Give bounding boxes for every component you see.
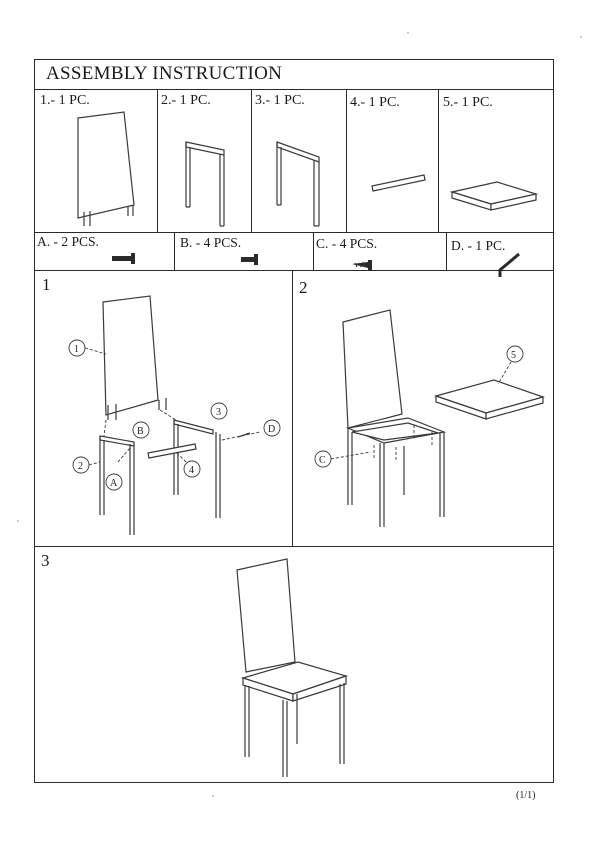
step-1-callout-d: D xyxy=(268,424,276,435)
step-1-callout-1: 1 xyxy=(74,344,79,355)
hardware-d-label: D. - 1 PC. xyxy=(451,238,506,253)
part-2-label: 2.- 1 PC. xyxy=(161,93,211,108)
step-1-callout-2: 2 xyxy=(78,461,83,472)
step-3-number: 3 xyxy=(41,551,50,570)
page-number: (1/1) xyxy=(516,790,536,801)
part-1-label: 1.- 1 PC. xyxy=(40,93,90,108)
scan-speck xyxy=(580,36,582,38)
step-1-callout-3: 3 xyxy=(216,407,221,418)
hardware-b-label: B. - 4 PCS. xyxy=(180,235,242,250)
step-2-number: 2 xyxy=(299,278,308,297)
scan-speck xyxy=(407,32,409,34)
step-2-callout-c: C xyxy=(319,455,326,466)
hardware-a-label: A. - 2 PCS. xyxy=(37,234,99,249)
page-title: ASSEMBLY INSTRUCTION xyxy=(46,63,283,84)
scan-speck xyxy=(212,795,214,797)
part-5-label: 5.- 1 PC. xyxy=(443,95,493,110)
hardware-c-label: C. - 4 PCS. xyxy=(316,236,378,251)
step-1-callout-4: 4 xyxy=(189,465,194,476)
scan-speck xyxy=(17,520,19,522)
step-1-callout-a: A xyxy=(110,478,118,489)
step-1-number: 1 xyxy=(42,275,51,294)
step-2-callout-5: 5 xyxy=(511,350,516,361)
part-3-label: 3.- 1 PC. xyxy=(255,93,305,108)
step-1-callout-b: B xyxy=(137,426,144,437)
part-4-label: 4.- 1 PC. xyxy=(350,95,400,110)
